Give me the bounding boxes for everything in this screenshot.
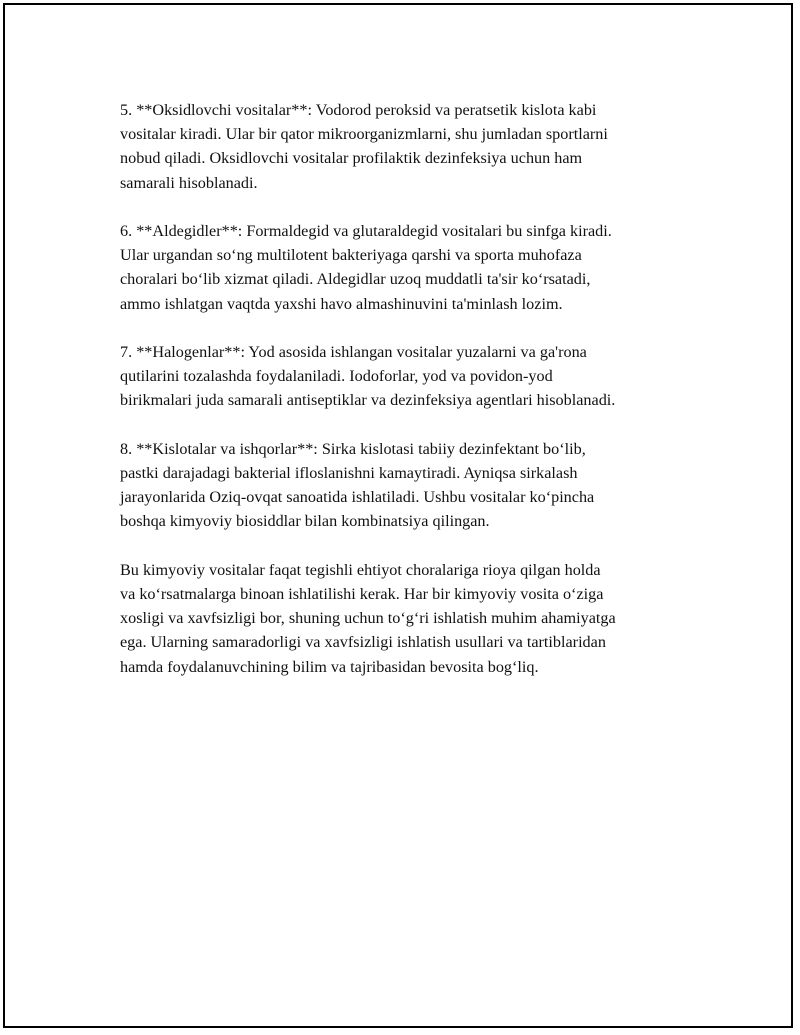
text-line: va ko‘rsatmalarga binoan ishlatilishi kerak. Har bir kimyoviy vosita o‘ziga xyxy=(120,585,604,603)
text-line: birikmalari juda samarali antiseptiklar va dezinfeksiya agentlari hisoblanadi. xyxy=(120,391,616,410)
text-line: 8. **Kislotalar va ishqorlar**: Sirka kislotasi tabiiy dezinfektant bo‘lib, xyxy=(120,439,586,458)
text-line: nobud qiladi. Oksidlovchi vositalar profilaktik dezinfeksiya uchun ham xyxy=(120,149,583,168)
paragraph-halogens xyxy=(120,340,700,413)
text-line: 7. **Halogenlar**: Yod asosida ishlangan vositalar yuzalarni va ga'rona xyxy=(120,343,587,361)
text-line: choralari bo‘lib xizmat qiladi. Aldegidlar uzoq muddatli ta'sir ko‘rsatadi, xyxy=(120,270,591,289)
text-line: 5. **Oksidlovchi vositalar**: Vodorod peroksid va peratsetik kislota kabi xyxy=(120,101,597,119)
text-line: qutilarini tozalashda foydalaniladi. Iodoforlar, yod va povidon-yod xyxy=(120,367,553,386)
text-line: boshqa kimyoviy biosiddlar bilan kombinatsiya qilingan. xyxy=(120,512,490,531)
text-line: Bu kimyoviy vositalar faqat tegishli ehtiyot choralariga rioya qilgan holda xyxy=(120,560,601,579)
paragraph-conclusion xyxy=(120,558,700,679)
text-line: pastki darajadagi bakterial ifloslanishni kamaytiradi. Ayniqsa sirkalash xyxy=(120,464,578,482)
document-body xyxy=(120,98,700,703)
text-line: hamda foydalanuvchining bilim va tajribasidan bevosita bog‘liq. xyxy=(120,657,539,676)
text-line: Ular urgandan so‘ng multilotent bakteriyaga qarshi va sporta muhofaza xyxy=(120,246,582,265)
page-frame xyxy=(3,3,793,1028)
text-line: jarayonlarida Oziq-ovqat sanoatida ishlatiladi. Ushbu vositalar ko‘pincha xyxy=(120,488,595,507)
text-line: vositalar kiradi. Ular bir qator mikroorganizmlarni, shu jumladan sportlarni xyxy=(120,125,608,144)
paragraph-acids-alkalis xyxy=(120,437,700,534)
text-line: 6. **Aldegidler**: Formaldegid va glutaraldegid vositalari bu sinfga kiradi. xyxy=(120,222,612,240)
paragraph-oxidizers xyxy=(120,98,700,195)
text-line: ega. Ularning samaradorligi va xavfsizligi ishlatish usullari va tartiblaridan xyxy=(120,633,606,652)
text-line: samarali hisoblanadi. xyxy=(120,173,258,192)
paragraph-aldehydes xyxy=(120,219,700,316)
text-line: xosligi va xavfsizligi bor, shuning uchun to‘g‘ri ishlatish muhim ahamiyatga xyxy=(120,609,616,628)
text-line: ammo ishlatgan vaqtda yaxshi havo almashinuvini ta'minlash lozim. xyxy=(120,294,563,313)
